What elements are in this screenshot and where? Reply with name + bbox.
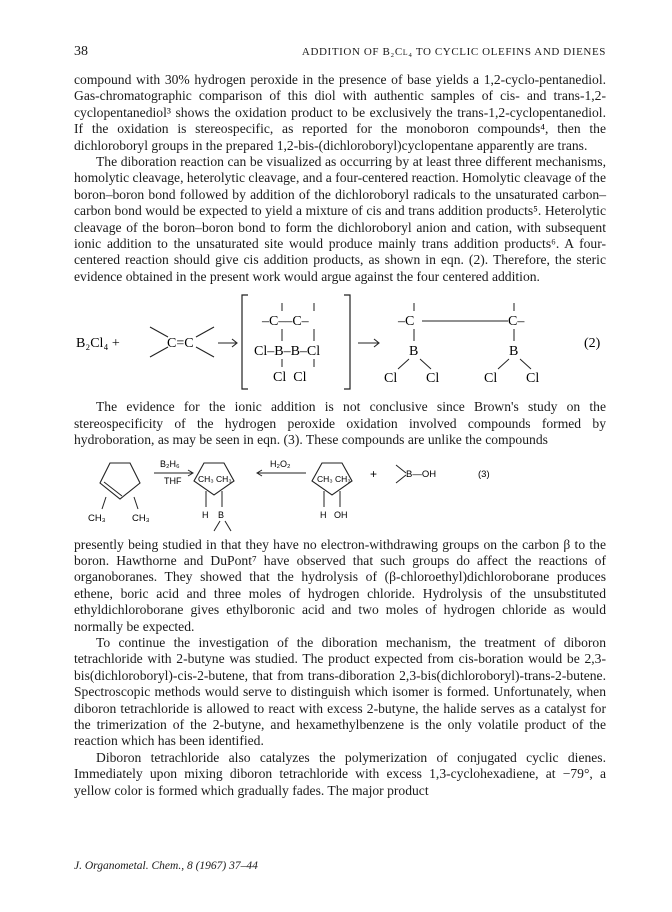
eq2-bond xyxy=(398,359,409,369)
eq3-methyl: CH₃ xyxy=(132,512,150,524)
page-header xyxy=(74,44,606,66)
paragraph-polymerization: Diboron tetrachloride also catalyzes the polymerization of conjugated cyclic dienes. Immediately upon mixing diboron tetrachloride with excess 1,3-cyclohexadiene, at −79°, a yellow color is formed which gradually fades. The major product xyxy=(74,749,606,798)
eq2-ts-bottom: Cl Cl xyxy=(273,370,307,386)
eq2-ts-middle: Cl–B–B–Cl xyxy=(254,344,321,360)
running-title: ADDITION OF B₂Cl₄ TO CYCLIC OLEFINS AND DIENES xyxy=(301,46,606,58)
equation-2 xyxy=(74,289,606,393)
paragraph-ionic-evidence: The evidence for the ionic addition is not conclusive since Brown's study on the stereospecificity of the hydrogen peroxide oxidation involved compounds formed by hydroboration, as may be seen in eqn. (3). These compounds are unlike the compounds xyxy=(74,399,606,448)
eq3-plus: + xyxy=(370,466,378,481)
paragraph-mechanisms: The diboration reaction can be visualized as occurring by at least three different mechanisms, homolytic cleavage, heterolytic cleavage, and a four-centered reaction. Homolytic cleavage of the boron–boron bond followed by addition of the dichloroboryl radicals to the unsaturated carbon–carbon bond would be expected to yield a mixture of cis and trans addition products⁵. Heterolytic cleavage of the boron–boron bond to form the dichloroboryl anion and cation, with subsequent ionic addition to the unsaturated site would produce mainly trans addition products⁶. A four-centered reaction should give cis addition products, as shown in eqn. (2). Therefore, the steric evidence obtained in the present work would argue against the four centered addition. xyxy=(74,154,606,284)
page-number: 38 xyxy=(74,44,88,59)
eq3-h: H xyxy=(320,509,327,520)
eq3-b: B xyxy=(218,509,225,520)
eq2-number: (2) xyxy=(584,336,601,352)
eq2-product-cl: Cl xyxy=(384,371,398,387)
page xyxy=(74,44,606,799)
eq3-byproduct: B—OH xyxy=(406,468,437,480)
eq2-bond xyxy=(150,327,168,337)
eq2-product-b-left: B xyxy=(409,344,419,360)
eq3-oh: OH xyxy=(334,509,348,520)
eq3-bond xyxy=(102,497,106,509)
paragraph-oxidation: compound with 30% hydrogen peroxide in the presence of base yields a 1,2-cyclo-pentanediol. Gas-chromatographic comparison of this diol with authentic samples of cis- and trans-1,2-cyclopentanediol³ shows the oxidation product to be exclusively the trans-1,2-cyclopentanediol. If the oxidation is stereospecific, as reported for the monoboron compounds⁴, then the dichloroboryl groups in the prepared 1,2-bis-(dichloroboryl)cyclopentane apparently are trans. xyxy=(74,72,606,153)
equation-3 xyxy=(74,455,606,535)
eq2-bond xyxy=(498,359,509,369)
eq3-methyl: CH₃ xyxy=(198,473,214,484)
eq3-bond xyxy=(134,497,138,509)
eq3-methyl: CH₃ xyxy=(317,473,333,484)
eq2-bond xyxy=(196,327,214,337)
eq3-ring xyxy=(100,463,140,499)
eq2-olefin: C=C xyxy=(167,336,194,352)
eq3-bond xyxy=(396,475,406,483)
eq2-ts-top: –C––C– xyxy=(262,314,309,330)
eq3-methyl: CH₃ xyxy=(216,473,232,484)
eq2-product-cl: Cl xyxy=(526,371,540,387)
eq2-product-b-right: B xyxy=(509,344,519,360)
eq3-solvent: THF xyxy=(164,475,182,486)
eq2-product-top-left: –C xyxy=(398,314,415,330)
eq3-reagent1: B₂H₆ xyxy=(160,458,180,469)
eq2-bond xyxy=(420,359,431,369)
eq3-methyl: CH₃ xyxy=(88,512,106,524)
eq3-reagent2: H₂O₂ xyxy=(270,458,291,469)
paragraph-butyne: To continue the investigation of the diboration mechanism, the treatment of diboron tetrachloride with 2-butyne was studied. The product expected from cis-boration would be 2,3-bis(dichloroboryl)-cis-2-butene, that from trans-diboration 2,3-bis(dichloroboryl)-trans-2-butene. Spectroscopic methods would serve to distinguish which isomer is formed. Unfortunately, when diboron tetrachloride is allowed to react with excess 2-butyne, the halide serves as a catalyst for the trimerization of the 2-butyne, and hexamethylbenzene is the only volatile product of the reaction which has been identified. xyxy=(74,634,606,749)
equation-2-figure xyxy=(74,289,606,393)
eq2-bracket-left xyxy=(242,295,248,389)
journal-citation: J. Organometal. Chem., 8 (1967) 37–44 xyxy=(74,860,258,872)
eq2-bond xyxy=(520,359,531,369)
eq2-product-cl: Cl xyxy=(484,371,498,387)
equation-3-figure xyxy=(74,455,606,535)
eq2-bond xyxy=(196,347,214,357)
paragraph-electron-withdrawing: presently being studied in that they have no electron-withdrawing groups on the carbon β to the boron. Hawthorne and DuPont⁷ have observed that such groups do affect the reactions of organoboranes. They showed that the hydrolysis of (β-chloroethyl)dichloroborane produces ethene, boric acid and three moles of hydrogen chloride. Hydrolysis of the unsubstituted ethyldichloroborane gives ethylboronic acid and two moles of hydrogen chloride as would normally be expected. xyxy=(74,536,606,634)
eq2-bracket-right xyxy=(344,295,350,389)
eq3-bond xyxy=(396,465,406,473)
eq2-bond xyxy=(150,347,168,357)
eq3-bond xyxy=(214,521,220,531)
eq3-methyl: CH₃ xyxy=(335,473,351,484)
eq2-product-top-right: C– xyxy=(508,314,525,330)
eq3-number: (3) xyxy=(478,468,490,480)
eq2-product-cl: Cl xyxy=(426,371,440,387)
eq2-reagent: B₂Cl₄ + xyxy=(76,336,120,352)
eq3-h: H xyxy=(202,509,209,520)
eq3-bond xyxy=(225,521,231,531)
